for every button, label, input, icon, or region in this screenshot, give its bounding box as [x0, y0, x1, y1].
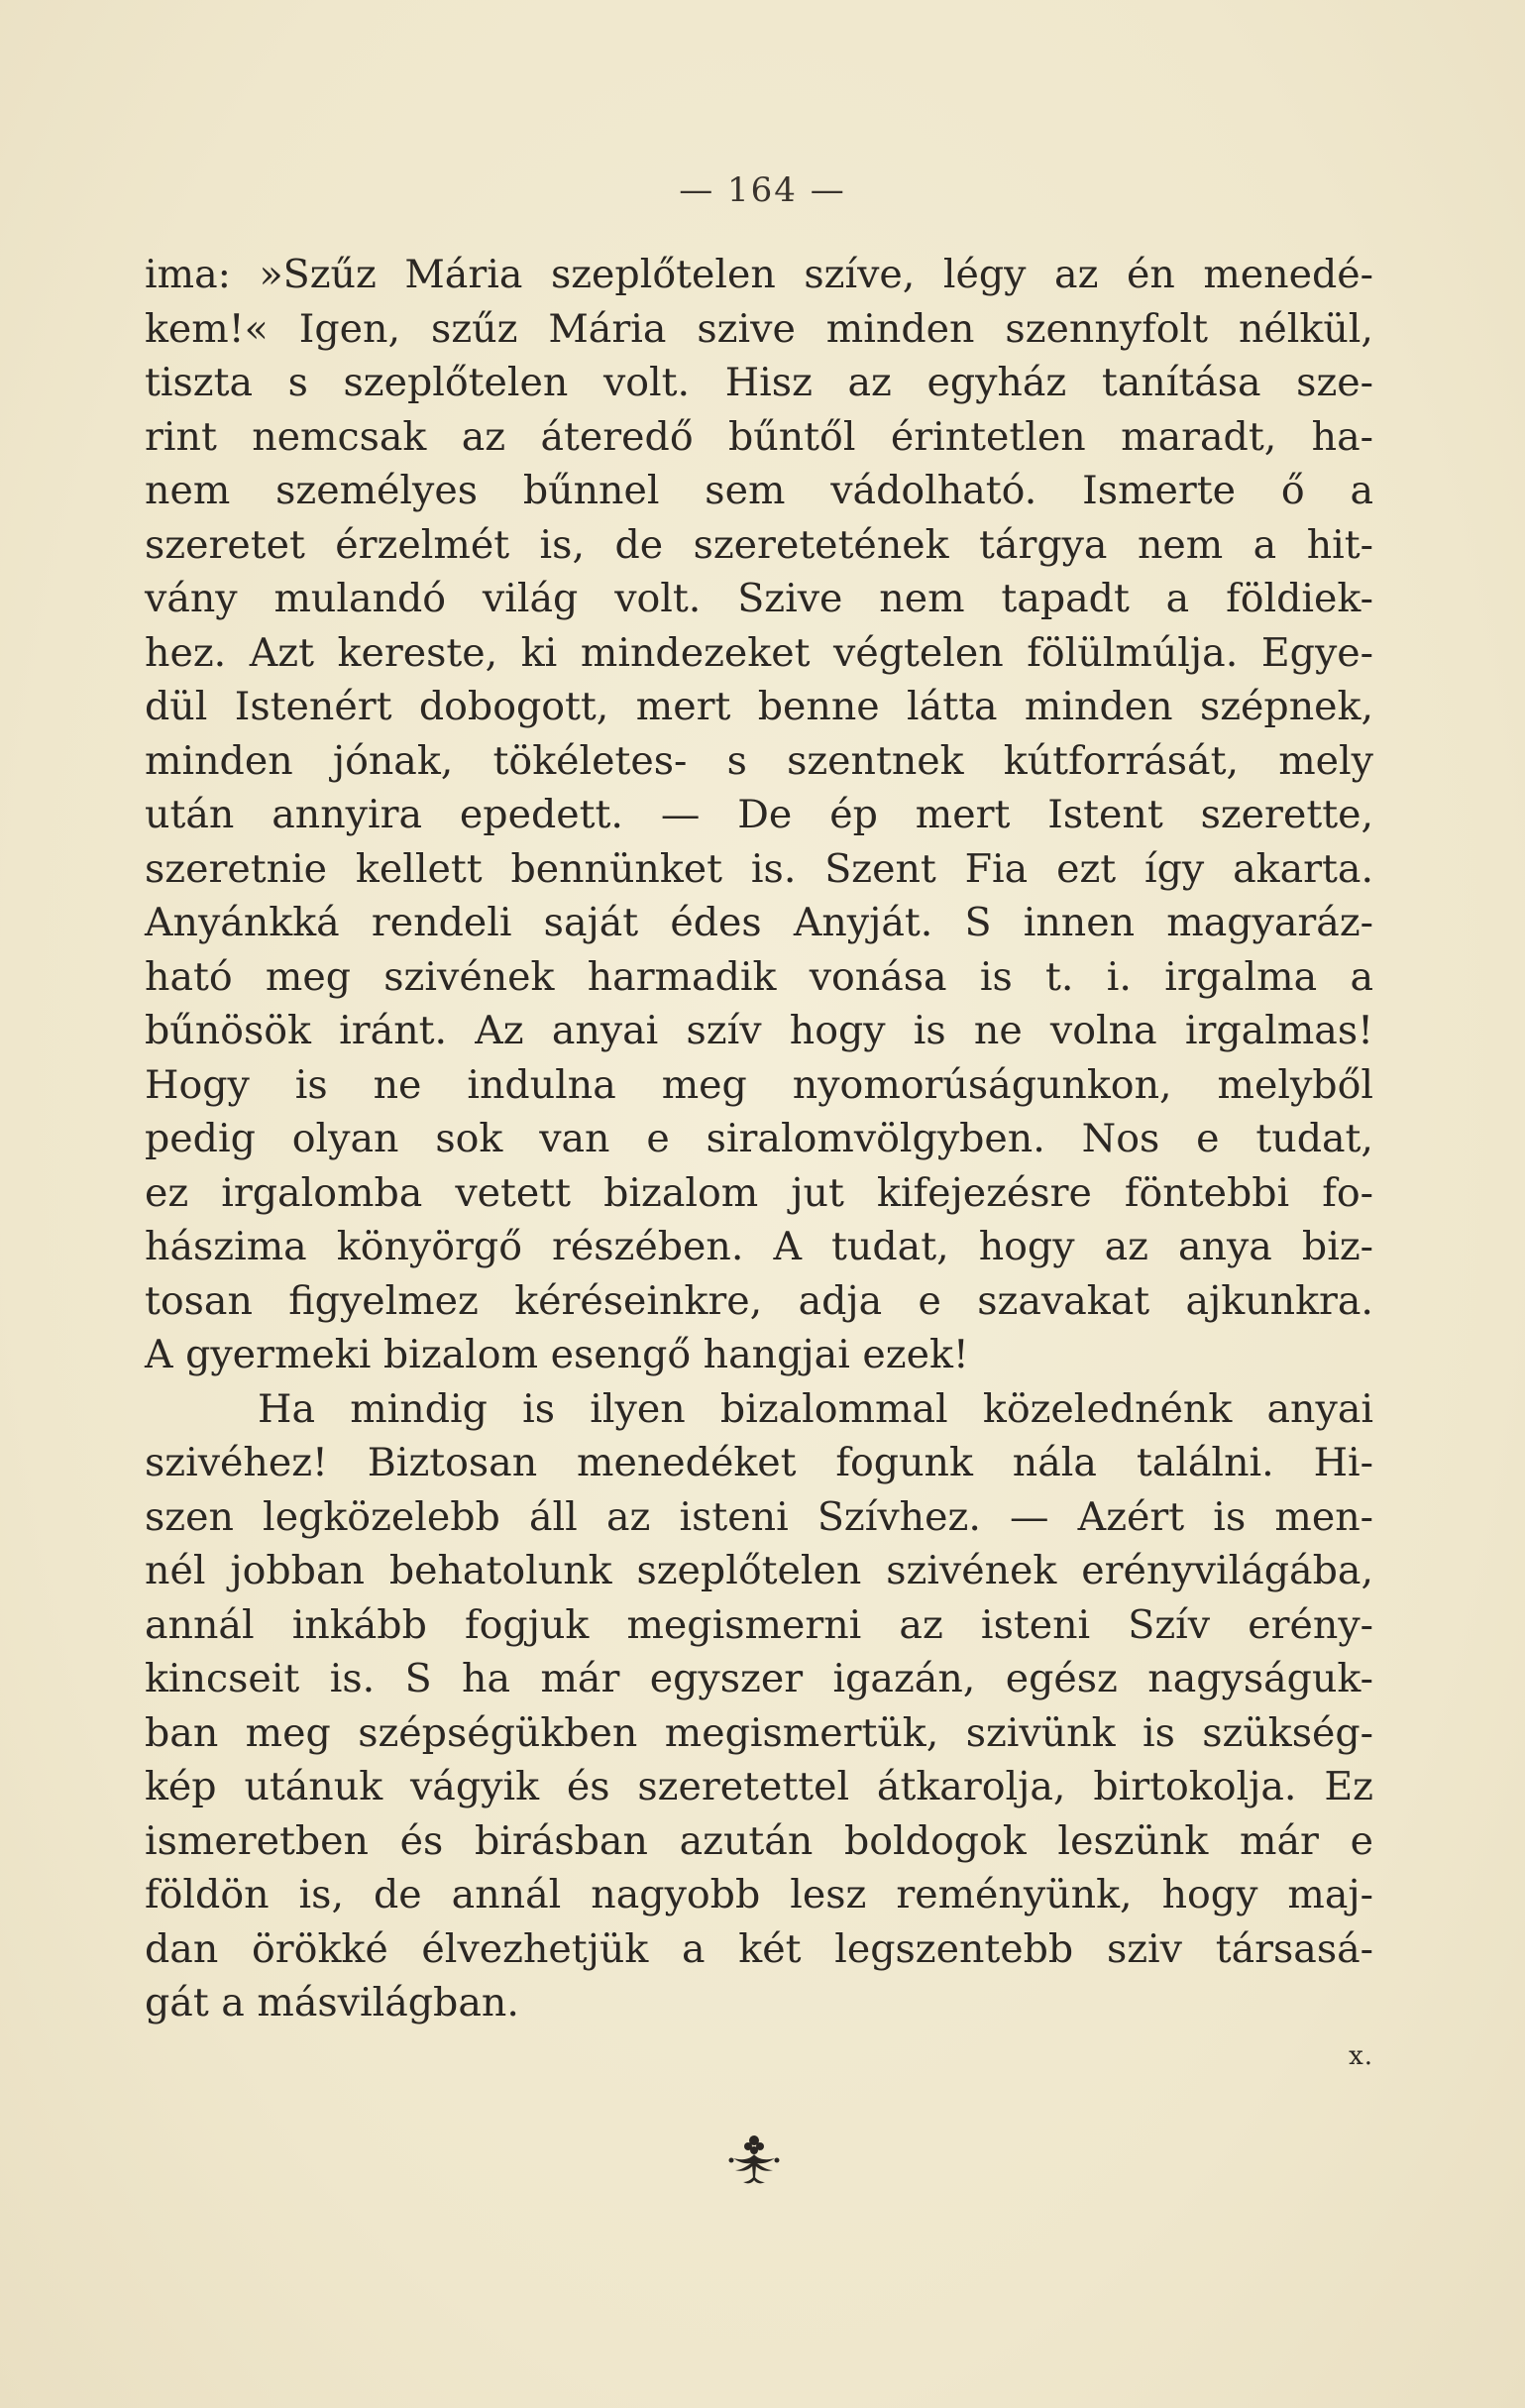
text-line: nél jobban behatolunk szeplőtelen szivének erényvilágába,: [145, 1548, 1373, 1593]
text-line: minden jónak, tökéletes- s szentnek kútforrását, mely: [145, 737, 1373, 784]
paragraph-start-line: Ha mindig is ilyen bizalommal közelednénk anyai: [258, 1385, 1373, 1432]
text-line: Anyánkká rendeli saját édes Anyját. S innen magyaráz-: [145, 900, 1373, 945]
text-line: rint nemcsak az áteredő bűntől érintetlen maradt, ha-: [145, 413, 1373, 460]
text-line: ez irgalomba vetett bizalom jut kifejezésre föntebbi fo-: [145, 1169, 1373, 1216]
text-line: annál inkább fogjuk megismerni az isteni Szív erény-: [145, 1601, 1373, 1648]
text-line: szen legközelebb áll az isteni Szívhez. — Azért is men-: [145, 1493, 1373, 1540]
text-line: dül Istenért dobogott, mert benne látta minden szépnek,: [145, 684, 1373, 729]
text-line: hez. Azt kereste, ki mindezeket végtelen fölülmúlja. Egye-: [145, 629, 1373, 676]
body-text: [145, 248, 1373, 2030]
text-line: ban meg szépségükben megismertük, szivünk is szükség-: [145, 1709, 1373, 1756]
text-line: tosan figyelmez kéréseinkre, adja e szavakat ajkunkra.: [145, 1277, 1373, 1324]
text-line: Hogy is ne indulna meg nyomorúságunkon, melyből: [145, 1061, 1373, 1108]
text-line: pedig olyan sok van e siralomvölgyben. Nos e tudat,: [145, 1116, 1373, 1161]
text-line: után annyira epedett. — De ép mert Istent szerette,: [145, 792, 1373, 837]
text-line: szeretet érzelmét is, de szeretetének tárgya nem a hit-: [145, 521, 1373, 568]
text-line: szeretnie kellett bennünket is. Szent Fia ezt így akarta.: [145, 845, 1373, 892]
text-line: bűnösök iránt. Az anyai szív hogy is ne volna irgalmas!: [145, 1008, 1373, 1053]
text-line: hászima könyörgő részében. A tudat, hogy az anya biz-: [145, 1224, 1373, 1269]
text-line: vány mulandó világ volt. Szive nem tapadt a földiek-: [145, 576, 1373, 621]
page-number: — 164 —: [679, 170, 846, 210]
text-line: tiszta s szeplőtelen volt. Hisz az egyház tanítása sze-: [145, 360, 1373, 405]
text-line: ima: »Szűz Mária szeplőtelen szíve, légy az én menedé-: [145, 252, 1373, 297]
text-line: nem személyes bűnnel sem vádolható. Ismerte ő a: [145, 468, 1373, 513]
text-line: földön is, de annál nagyobb lesz reményünk, hogy maj-: [145, 1872, 1373, 1917]
text-line: ható meg szivének harmadik vonása is t. i. irgalma a: [145, 953, 1373, 1000]
text-line: dan örökké élvezhetjük a két legszentebb sziv társasá-: [145, 1925, 1373, 1972]
author-signature: x.: [1349, 2041, 1373, 2071]
text-line: kép utánuk vágyik és szeretettel átkarolja, birtokolja. Ez: [145, 1764, 1373, 1809]
text-line: ismeretben és birásban azután boldogok leszünk már e: [145, 1817, 1373, 1864]
text-line: kem!« Igen, szűz Mária szive minden szennyfolt nélkül,: [145, 305, 1373, 352]
fleuron-ornament-icon: [721, 2131, 787, 2190]
paragraph-end-line: gát a másvilágban.: [145, 1980, 519, 2025]
text-line: kincseit is. S ha már egyszer igazán, egész nagyságuk-: [145, 1656, 1373, 1701]
text-line: szivéhez! Biztosan menedéket fogunk nála találni. Hi-: [145, 1440, 1373, 1485]
paragraph-end-line: A gyermeki bizalom esengő hangjai ezek!: [145, 1332, 969, 1377]
